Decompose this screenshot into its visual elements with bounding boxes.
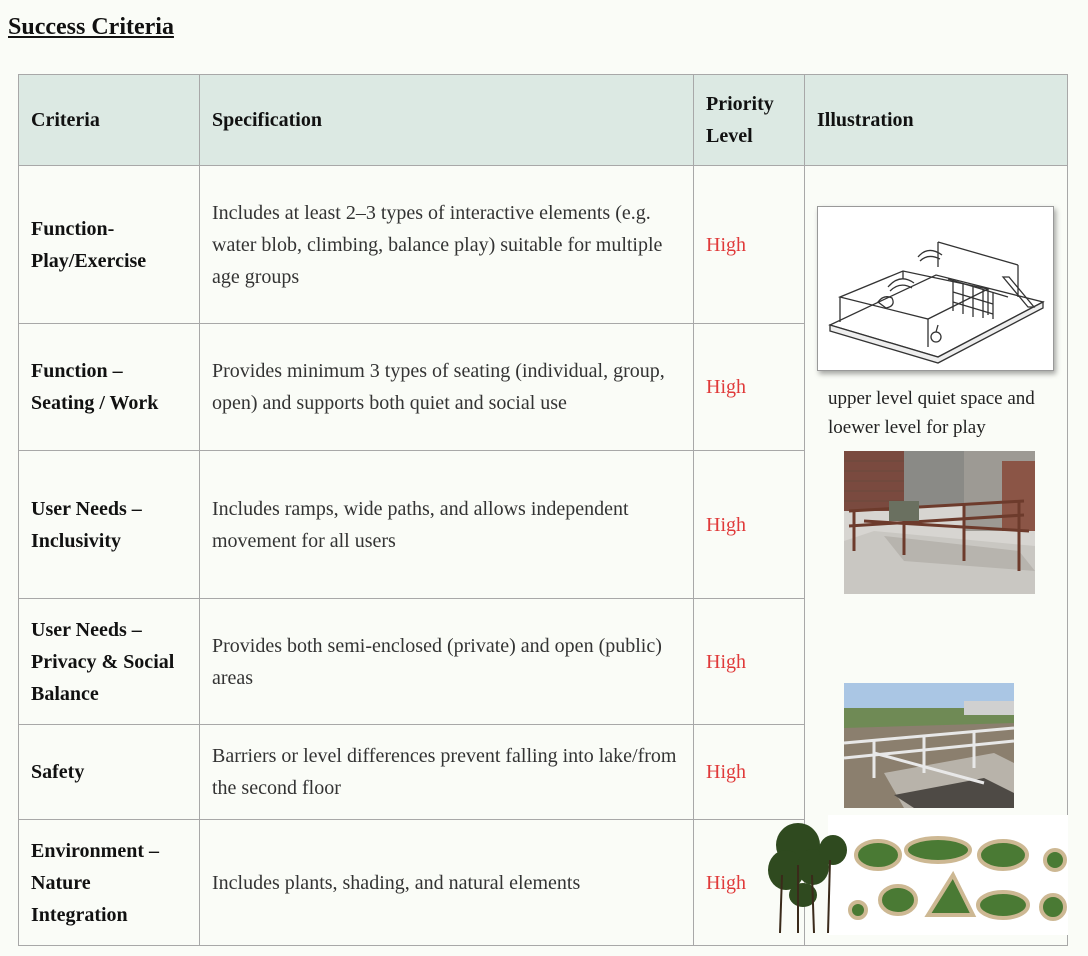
priority-cell: High bbox=[694, 725, 805, 820]
specification-cell: Provides minimum 3 types of seating (individual, group, open) and supports both quiet and social use bbox=[200, 324, 694, 451]
priority-cell: High bbox=[694, 820, 805, 946]
play-structure-illustration bbox=[817, 206, 1054, 371]
header-illustration: Illustration bbox=[805, 75, 1068, 166]
railing-photo bbox=[844, 683, 1014, 808]
railing-photo-icon bbox=[844, 683, 1014, 808]
criteria-cell: User Needs – Inclusivity bbox=[19, 451, 200, 599]
specification-cell: Barriers or level differences prevent falling into lake/from the second floor bbox=[200, 725, 694, 820]
specification-cell: Includes ramps, wide paths, and allows independent movement for all users bbox=[200, 451, 694, 599]
criteria-cell: Safety bbox=[19, 725, 200, 820]
criteria-cell: Function – Seating / Work bbox=[19, 324, 200, 451]
page-title: Success Criteria bbox=[8, 14, 174, 40]
criteria-cell: Environment – Nature Integration bbox=[19, 820, 200, 946]
ramp-photo bbox=[844, 451, 1035, 594]
isometric-structure-icon bbox=[818, 207, 1053, 370]
header-priority-level: Priority Level bbox=[694, 75, 805, 166]
specification-cell: Includes plants, shading, and natural elements bbox=[200, 820, 694, 946]
header-specification: Specification bbox=[200, 75, 694, 166]
criteria-cell: Function- Play/Exercise bbox=[19, 166, 200, 324]
illustration-caption: upper level quiet space and loewer level for play bbox=[828, 388, 1035, 438]
priority-cell: High bbox=[694, 599, 805, 725]
priority-cell: High bbox=[694, 451, 805, 599]
specification-cell: Includes at least 2–3 types of interactive elements (e.g. water blob, climbing, balance play) suitable for multiple age groups bbox=[200, 166, 694, 324]
trees-planters-icon bbox=[768, 815, 1068, 935]
plants-illustration bbox=[768, 815, 1068, 935]
specification-cell: Provides both semi-enclosed (private) and open (public) areas bbox=[200, 599, 694, 725]
header-criteria: Criteria bbox=[19, 75, 200, 166]
table-header-row bbox=[19, 75, 1068, 166]
priority-cell: High bbox=[694, 324, 805, 451]
criteria-cell: User Needs – Privacy & Social Balance bbox=[19, 599, 200, 725]
ramp-photo-icon bbox=[844, 451, 1035, 594]
priority-cell: High bbox=[694, 166, 805, 324]
